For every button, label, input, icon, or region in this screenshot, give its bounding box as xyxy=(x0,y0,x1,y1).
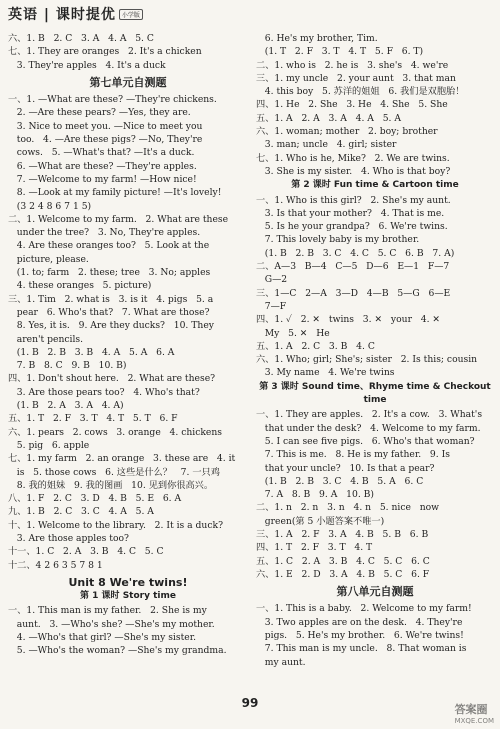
answer-line: pear 6. Who's that? 7. What are those? xyxy=(8,306,210,318)
answer-line: 一、1. This is a baby. 2. Welcome to my farm! xyxy=(256,603,472,615)
answer-line: 四、1. Don't shout here. 2. What are these? xyxy=(8,373,216,385)
answer-line: 七、1. my farm 2. an orange 3. these are 4. it xyxy=(8,453,236,465)
answer-line: (1. B 2. B 3. C 4. C 5. C 6. B 7. A) xyxy=(256,247,455,259)
answer-line: 3. They're apples 4. It's a duck xyxy=(8,59,166,71)
book-title: 英语 | 课时提优 xyxy=(8,7,116,23)
answer-line: 8. Yes, it is. 9. Are they ducks? 10. They xyxy=(8,320,214,332)
answer-line: 三、1. Tim 2. what is 3. is it 4. pigs 5. a xyxy=(8,293,214,305)
answer-line: 3. Are those pears too? 4. Who's that? xyxy=(8,386,200,398)
answer-line: 六、1. woman; mother 2. boy; brother xyxy=(256,126,438,138)
answer-line: 4. —Who's that girl? —She's my sister. xyxy=(8,632,197,644)
answer-line: cows. 5. —What's that? —It's a duck. xyxy=(8,147,195,159)
answer-line: is 5. those cows 6. 这些是什么？ 7. 一只鸡 xyxy=(8,466,220,478)
answer-line: 3. She is my sister. 4. Who is that boy? xyxy=(256,165,451,177)
answer-line: (3 2 4 8 6 7 1 5) xyxy=(8,200,92,212)
answer-line: 六、1. pears 2. cows 3. orange 4. chickens xyxy=(8,426,222,438)
answer-line: 7. This is me. 8. He is my father. 9. Is xyxy=(256,449,450,461)
lesson-heading: 第 2 课时 Fun time & Cartoon time xyxy=(291,180,459,191)
answer-line: 三、1—C 2—A 3—D 4—B 5—G 6—E xyxy=(256,287,451,299)
answer-line: 5. I can see five pigs. 6. Who's that woman? xyxy=(256,435,475,447)
answer-line: 三、1. my uncle 2. your aunt 3. that man xyxy=(256,72,456,84)
answer-line: 一、1. This man is my father. 2. She is my xyxy=(8,605,207,617)
answer-line: 7. A 8. B 9. A 10. B) xyxy=(256,489,374,501)
answer-line: 8. 我的姐妹 9. 我的图画 10. 见到你很高兴。 xyxy=(8,479,214,491)
answer-line: 三、1. A 2. F 3. A 4. B 5. B 6. B xyxy=(256,528,429,540)
answer-line: 四、1. T 2. F 3. T 4. T xyxy=(256,542,373,554)
answer-line: picture, please. xyxy=(8,253,89,265)
answer-line: 3. Is that your mother? 4. That is me. xyxy=(256,207,445,219)
answer-line: 八、1. F 2. C 3. D 4. B 5. E 6. A xyxy=(8,493,182,505)
answer-line: 6. He's my brother, Tim. xyxy=(256,33,378,44)
answer-line: aren't pencils. xyxy=(8,333,84,345)
answer-line: (1. B 2. A 3. A 4. A) xyxy=(8,400,124,412)
answer-line: 7—F xyxy=(256,300,287,312)
answer-line: 六、1. Who; girl; She's; sister 2. Is this; cousin xyxy=(256,354,478,366)
answer-line: 7. —Welcome to my farm! —How nice! xyxy=(8,173,197,185)
answer-line: that your uncle? 10. Is that a pear? xyxy=(256,462,435,474)
section-heading: 第七单元自测题 xyxy=(89,75,167,89)
answer-line: 3. Nice to meet you. —Nice to meet you xyxy=(8,120,203,132)
watermark-url: MXQE.COM xyxy=(454,717,494,725)
answer-line: 二、1. who is 2. he is 3. she's 4. we're xyxy=(256,59,449,71)
lesson-heading: 第 3 课时 Sound time、Rhyme time & Checkout time xyxy=(259,381,491,406)
answer-line: 七、1. Who is he, Mike? 2. We are twins. xyxy=(256,152,450,164)
answer-line: 十一、1. C 2. A 3. B 4. C 5. C xyxy=(8,546,164,558)
section-heading: 第八单元自测题 xyxy=(336,585,414,599)
answer-line: 四、1. He 2. She 3. He 4. She 5. She xyxy=(256,99,448,111)
watermark-text: 答案圈 xyxy=(454,703,488,716)
answer-line: (1. T 2. F 3. T 4. T 5. F 6. T) xyxy=(256,46,424,58)
answer-line: My 5. ✕ He xyxy=(256,327,330,339)
answer-line: 五、1. T 2. F 3. T 4. T 5. T 6. F xyxy=(8,413,178,425)
answer-line: 6. —What are these? —They're apples. xyxy=(8,160,197,172)
answer-line: 二、A—3 B—4 C—5 D—6 E—1 F—7 xyxy=(256,261,450,273)
answer-line: aunt. 3. —Who's she? —She's my mother. xyxy=(8,618,215,630)
answer-line: 七、1. They are oranges 2. It's a chicken xyxy=(8,46,202,58)
answer-line: under the tree? 3. No, They're apples. xyxy=(8,227,201,239)
answer-line: 4. Are these oranges too? 5. Look at the xyxy=(8,240,210,252)
answer-line: 4. these oranges 5. picture) xyxy=(8,280,152,292)
answer-line: 5. —Who's the woman? —She's my grandma. xyxy=(8,645,227,657)
answer-line: 7. B 8. C 9. B 10. B) xyxy=(8,360,127,372)
answer-line: 五、1. A 2. C 3. B 4. C xyxy=(256,340,375,352)
answer-line: pigs. 5. He's my brother. 6. We're twins! xyxy=(256,630,464,642)
answer-line: G—2 xyxy=(256,274,288,286)
answer-line: 二、1. Welcome to my farm. 2. What are these xyxy=(8,213,229,225)
answer-line: 4. this boy 5. 苏洋的姐姐 6. 我们是双胞胎！ xyxy=(256,86,465,98)
answer-line: 十、1. Welcome to the library. 2. It is a duck? xyxy=(8,519,223,531)
answer-line: 7. This man is my uncle. 8. That woman is xyxy=(256,643,467,655)
answer-line: 四、1. ✓ 2. ✕ twins 3. ✕ your 4. ✕ xyxy=(256,314,441,326)
answer-line: 7. This lovely baby is my brother. xyxy=(256,234,420,246)
right-column xyxy=(256,32,494,669)
page-header xyxy=(8,4,143,24)
answer-line: too. 4. —Are these pigs? —No, They're xyxy=(8,134,203,146)
answer-line: 一、1. They are apples. 2. It's a cow. 3. What's xyxy=(256,409,483,421)
watermark-logo xyxy=(455,701,494,725)
answer-line: 六、1. B 2. C 3. A 4. A 5. C xyxy=(8,33,154,44)
answer-line: 3. man; uncle 4. girl; sister xyxy=(256,139,397,151)
page-number: 99 xyxy=(241,696,259,710)
answer-line: 一、1. Who is this girl? 2. She's my aunt. xyxy=(256,194,451,206)
left-column xyxy=(8,32,248,658)
unit-heading: Unit 8 We're twins! xyxy=(68,575,188,589)
answer-line: (1. to; farm 2. these; tree 3. No; apples xyxy=(8,267,211,279)
answer-line: 5. Is he your grandpa? 6. We're twins. xyxy=(256,221,448,233)
lesson-heading: 第 1 课时 Story time xyxy=(80,591,176,602)
answer-line: 五、1. C 2. A 3. B 4. C 5. C 6. C xyxy=(256,555,430,567)
answer-line: 六、1. E 2. D 3. A 4. B 5. C 6. F xyxy=(256,568,430,580)
answer-line: green(第 5 小题答案不唯一) xyxy=(256,515,385,527)
answer-line: 2. —Are these pears? —Yes, they are. xyxy=(8,107,191,119)
answer-line: 3. Are those apples too? xyxy=(8,532,129,544)
answer-line: 8. —Look at my family picture! —It's lovely! xyxy=(8,187,222,199)
edition-badge: 小学版 xyxy=(119,9,143,20)
answer-line: 九、1. B 2. C 3. C 4. A 5. A xyxy=(8,506,154,518)
answer-line: that under the desk? 4. Welcome to my farm. xyxy=(256,422,481,434)
answer-line: 5. pig 6. apple xyxy=(8,439,90,451)
answer-line: 3. My name 4. We're twins xyxy=(256,367,395,379)
answer-line: 3. Two apples are on the desk. 4. They're xyxy=(256,616,463,628)
answer-line: (1. B 2. B 3. C 4. B 5. A 6. C xyxy=(256,475,424,487)
answer-line: (1. B 2. B 3. B 4. A 5. A 6. A xyxy=(8,346,175,358)
answer-line: 十二、4 2 6 3 5 7 8 1 xyxy=(8,559,103,571)
answer-line: 二、1. n 2. n 3. n 4. n 5. nice now xyxy=(256,502,440,514)
answer-line: 五、1. A 2. A 3. A 4. A 5. A xyxy=(256,112,402,124)
answer-line: my aunt. xyxy=(256,656,306,668)
answer-line: 一、1. —What are these? —They're chickens. xyxy=(8,94,217,106)
